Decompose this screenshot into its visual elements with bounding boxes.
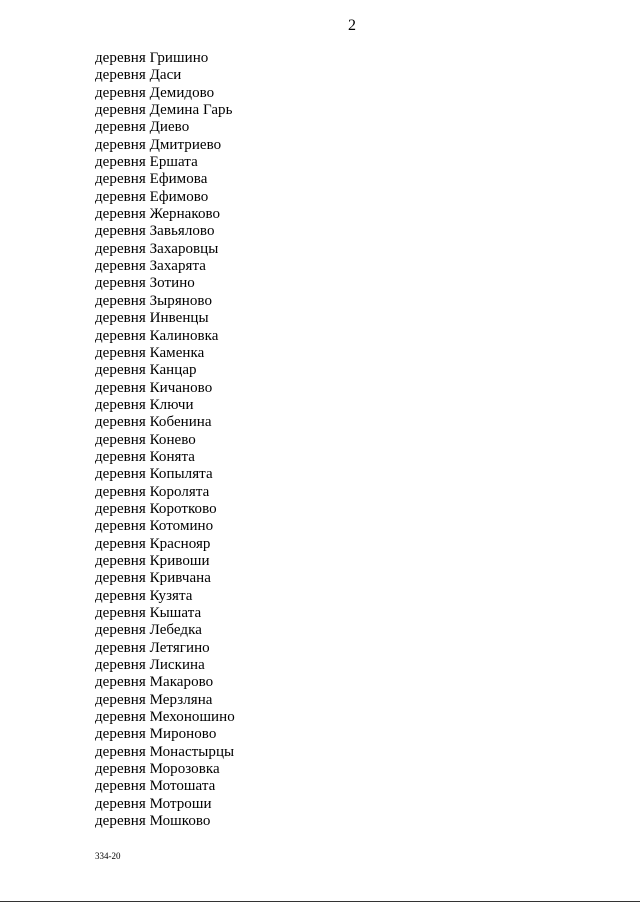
settlement-list-item: деревня Кривоши <box>95 552 210 569</box>
settlement-list-item: деревня Каменка <box>95 344 205 361</box>
settlement-list-item: деревня Диево <box>95 119 190 136</box>
settlement-list-item: деревня Летягино <box>95 639 210 656</box>
settlement-list-item: деревня Мотошата <box>95 778 216 795</box>
settlement-list-item: деревня Дмитриево <box>95 136 222 153</box>
settlement-list-item: деревня Захарята <box>95 258 206 275</box>
settlement-list-item: деревня Инвенцы <box>95 310 209 327</box>
settlement-list-item: деревня Мехоношино <box>95 709 235 726</box>
settlement-list-item: деревня Краснояр <box>95 535 211 552</box>
settlement-list-item: деревня Лебедка <box>95 622 202 639</box>
settlement-list-item: деревня Мироново <box>95 726 217 743</box>
settlement-list-item: деревня Мотроши <box>95 795 212 812</box>
settlement-list-item: деревня Канцар <box>95 362 197 379</box>
settlement-list-item: деревня Зотино <box>95 275 195 292</box>
settlement-list-item: деревня Демина Гарь <box>95 102 233 119</box>
page-number: 2 <box>348 17 356 34</box>
settlement-list-item: деревня Калиновка <box>95 327 219 344</box>
settlement-list-item: деревня Даси <box>95 67 182 84</box>
settlement-list-item: деревня Ефимово <box>95 188 209 205</box>
settlement-list-item: деревня Мерзляна <box>95 691 213 708</box>
settlement-list-item: деревня Кривчана <box>95 570 211 587</box>
settlement-list-item: деревня Ершата <box>95 154 198 171</box>
settlement-list-item: деревня Кичаново <box>95 379 213 396</box>
page-bottom-edge <box>0 901 640 902</box>
settlement-list-item: деревня Копылята <box>95 466 213 483</box>
settlement-list-item: деревня Кузята <box>95 587 193 604</box>
document-code: 334-20 <box>95 851 121 861</box>
settlement-list-item: деревня Кышата <box>95 605 202 621</box>
settlement-list-item: деревня Конево <box>95 431 196 448</box>
settlement-list-item: деревня Демидово <box>95 84 215 101</box>
settlement-list-item: деревня Лискина <box>95 657 205 674</box>
settlement-list-item: деревня Завьялово <box>95 223 215 240</box>
settlement-list-item: деревня Морозовка <box>95 761 220 778</box>
settlement-list-item: деревня Коротково <box>95 500 217 517</box>
settlement-list-item: деревня Ключи <box>95 396 194 413</box>
settlement-list-item: деревня Мошково <box>95 813 211 830</box>
settlement-list-item: деревня Монастырцы <box>95 743 235 760</box>
settlement-list-item: деревня Королята <box>95 483 210 500</box>
settlement-list-item: деревня Кобенина <box>95 414 212 431</box>
settlement-list-item: деревня Жернаково <box>95 206 221 223</box>
settlement-list <box>95 50 235 830</box>
settlement-list-item: деревня Ефимова <box>95 171 208 188</box>
settlement-list-item: деревня Зыряново <box>95 292 213 309</box>
settlement-list-item: деревня Конята <box>95 448 195 465</box>
settlement-list-item: деревня Котомино <box>95 518 214 535</box>
settlement-list-item: деревня Макарово <box>95 674 214 691</box>
settlement-list-item: деревня Захаровцы <box>95 240 219 257</box>
settlement-list-item: деревня Гришино <box>95 50 209 66</box>
